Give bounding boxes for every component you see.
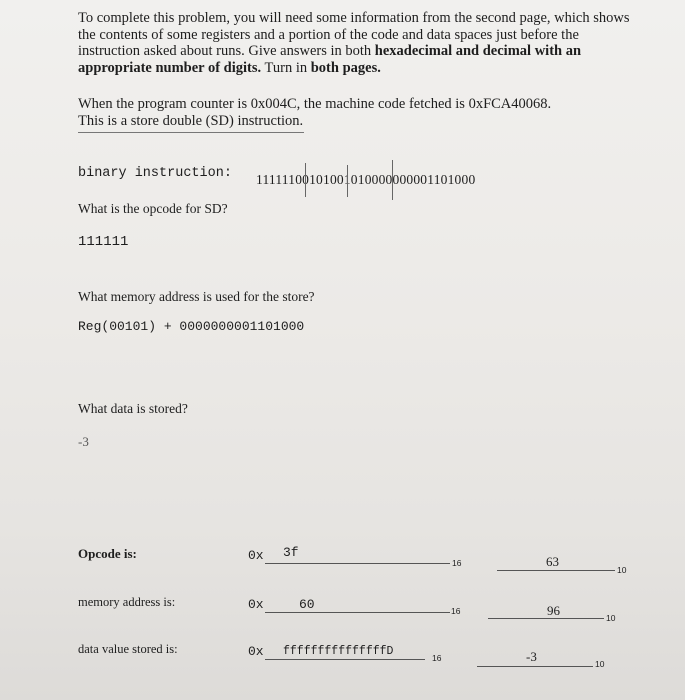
context-line-1: When the program counter is 0x004C, the machine code fetched is 0xFCA40068. <box>78 96 552 112</box>
intro-line-2: the contents of some registers and a portion of the code and data spaces just before the <box>78 26 579 43</box>
binary-instruction-label: binary instruction: <box>78 166 232 181</box>
context-paragraph <box>78 96 678 129</box>
answer-row-opcode-hex-base: 16 <box>452 558 462 568</box>
answer-row-data-prefix: 0x <box>248 644 264 659</box>
answer-row-opcode-prefix: 0x <box>248 548 264 563</box>
answer-row-opcode-dec-base: 10 <box>617 565 627 575</box>
question-opcode <box>78 201 228 217</box>
context-underline <box>78 132 304 133</box>
answer-opcode-binary: 111111 <box>78 234 129 250</box>
answer-row-data-hex: fffffffffffffffD <box>283 645 394 658</box>
intro-line-4-bold2: both pages. <box>310 59 381 76</box>
field-divider-3 <box>392 160 393 200</box>
intro-line-4-bold: appropriate number of digits. <box>78 59 262 76</box>
answer-row-address-dec-line <box>488 618 604 619</box>
answer-row-opcode-hex: 3f <box>283 545 299 560</box>
answer-row-data-dec: -3 <box>526 649 537 664</box>
context-line-2: This is a store double (SD) instruction. <box>78 112 304 129</box>
answer-row-address-hex: 60 <box>299 597 315 612</box>
answer-row-opcode-dec: 63 <box>546 554 559 569</box>
intro-paragraph <box>78 10 668 76</box>
intro-line-3: instruction asked about runs. Give answers in both <box>78 43 375 59</box>
answer-row-address-hex-line <box>265 612 450 613</box>
answer-data-stored: -3 <box>78 434 89 449</box>
intro-line-4-rest: Turn in <box>261 59 311 76</box>
field-divider-1 <box>305 163 306 197</box>
question-opcode-text: What is the opcode for SD? <box>78 201 228 216</box>
answer-row-data-hex-base: 16 <box>432 653 442 663</box>
answer-row-address-prefix: 0x <box>248 597 264 612</box>
intro-line-3-bold: hexadecimal and decimal with an <box>374 43 582 59</box>
answer-row-address-dec: 96 <box>547 603 560 618</box>
answer-row-address-dec-base: 10 <box>606 613 616 623</box>
answer-row-opcode-hex-line <box>265 563 450 564</box>
intro-line-1: To complete this problem, you will need some information from the second page, which shows <box>78 10 630 26</box>
answer-row-address-label: memory address is: <box>78 595 176 609</box>
answer-row-opcode-dec-line <box>497 570 615 571</box>
answer-row-data-hex-line <box>265 659 425 660</box>
question-memory-address: What memory address is used for the store? <box>78 289 315 304</box>
answer-row-data-label: data value stored is: <box>78 642 178 656</box>
binary-instruction-value: 11111100101001010000000001101000 <box>256 172 476 187</box>
answer-row-data-dec-line <box>477 666 593 667</box>
answer-row-data-dec-base: 10 <box>595 659 605 669</box>
answer-memory-address-expr: Reg(00101) + 0000000001101000 <box>78 319 305 334</box>
field-divider-2 <box>347 165 348 197</box>
answer-row-opcode-label: Opcode is: <box>78 546 137 561</box>
question-data-stored: What data is stored? <box>78 401 188 416</box>
answer-row-address-hex-base: 16 <box>451 606 461 616</box>
